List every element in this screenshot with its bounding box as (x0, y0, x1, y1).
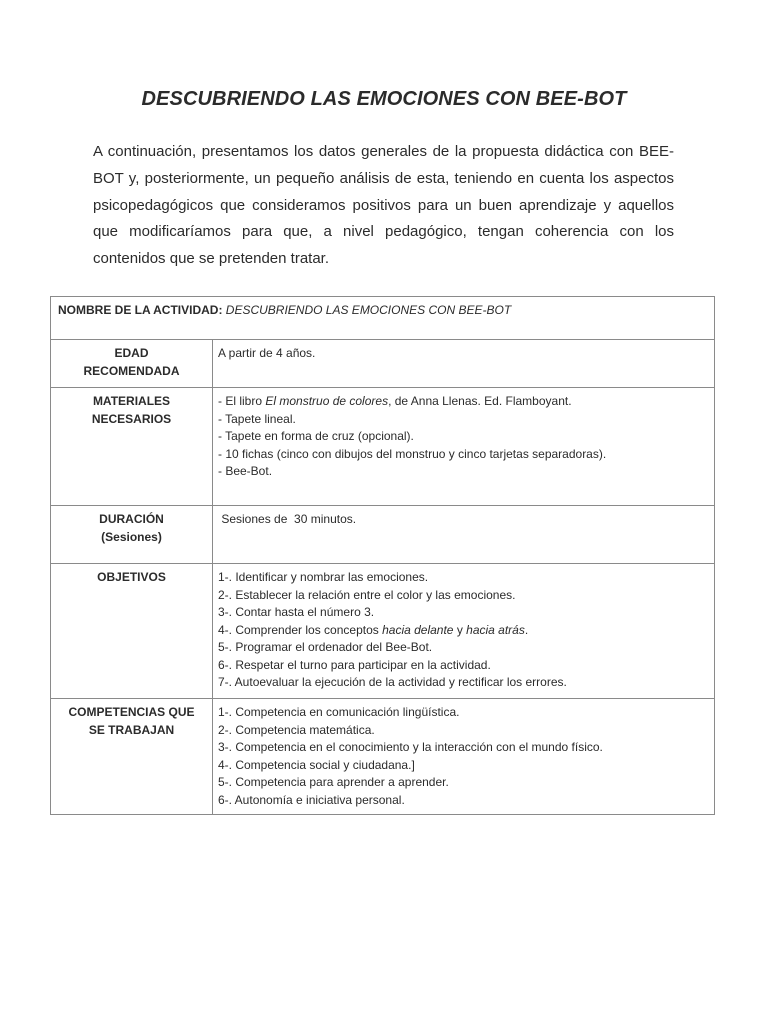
duracion-label-cell (51, 506, 213, 564)
competencias-value-cell (213, 699, 715, 815)
activity-name-value: DESCUBRIENDO LAS EMOCIONES CON BEE-BOT (225, 303, 512, 317)
competencias-label-cell (51, 699, 213, 815)
objetivo-item-4: 4-. Comprender los conceptos hacia delante y hacia atrás. (218, 622, 529, 637)
competencia-item-4: 4-. Competencia social y ciudadana.] (218, 757, 415, 772)
duracion-row (51, 506, 715, 564)
edad-row (51, 340, 715, 388)
objetivos-value-cell (213, 564, 715, 699)
materiales-item-3: - Tapete en forma de cruz (opcional). (218, 429, 414, 443)
objetivo-item-1: 1-. Identificar y nombrar las emociones. (218, 570, 429, 584)
competencia-item-2: 2-. Competencia matemática. (218, 722, 375, 737)
competencia-item-3: 3-. Competencia en el conocimiento y la interacción con el mundo físico. (218, 740, 603, 754)
activity-name-label: NOMBRE DE LA ACTIVIDAD: (58, 303, 223, 317)
objetivo-item-7: 7-. Autoevaluar la ejecución de la actividad y rectificar los errores. (218, 675, 567, 689)
objetivo-item-6: 6-. Respetar el turno para participar en la actividad. (218, 657, 491, 672)
materiales-value-cell (213, 388, 715, 506)
edad-label-cell (51, 340, 213, 388)
materiales-item-2: - Tapete lineal. (218, 411, 296, 426)
objetivos-label: OBJETIVOS (97, 570, 166, 584)
materiales-row (51, 388, 715, 506)
competencias-row (51, 699, 715, 815)
objetivo-item-3: 3-. Contar hasta el número 3. (218, 605, 375, 619)
intro-paragraph: A continuación, presentamos los datos generales de la propuesta didáctica con BEE-BOT y, posteriormente, un pequeño análisis de esta, teniendo en cuenta los aspectos psicopedagógicos que consideramos positivos para un buen aprendizaje y aquellos que modificaríamos para que, a nivel pedagógico, tengan coherencia con los contenidos que se pretenden tratar. (93, 143, 674, 268)
edad-label-line-1: EDAD (114, 346, 149, 360)
materiales-label-line-2: NECESARIOS (91, 411, 172, 426)
duracion-value-cell (213, 506, 715, 564)
materiales-item-1: - El libro El monstruo de colores, de Anna Llenas. Ed. Flamboyant. (218, 394, 572, 408)
competencias-label-line-1: COMPETENCIAS QUE (68, 705, 195, 719)
duracion-value: Sesiones de 30 minutos. (218, 512, 357, 526)
edad-value-cell (213, 340, 715, 388)
objetivo-item-2: 2-. Establecer la relación entre el color y las emociones. (218, 587, 516, 602)
objetivo-item-5: 5-. Programar el ordenador del Bee-Bot. (218, 640, 433, 654)
competencia-item-6: 6-. Autonomía e iniciativa personal. (218, 792, 405, 807)
competencia-item-5: 5-. Competencia para aprender a aprender. (218, 775, 449, 789)
materiales-item-4: - 10 fichas (cinco con dibujos del monstruo y cinco tarjetas separadoras). (218, 446, 607, 461)
competencia-item-1: 1-. Competencia en comunicación lingüística. (218, 705, 460, 719)
header-cell (51, 297, 715, 340)
objetivos-row (51, 564, 715, 699)
edad-label-line-2: RECOMENDADA (83, 363, 180, 378)
materiales-label-line-1: MATERIALES (92, 394, 171, 408)
activity-table (50, 296, 715, 815)
edad-value: A partir de 4 años. (218, 346, 316, 360)
duracion-label-line-1: DURACIÓN (99, 512, 164, 526)
page-title: DESCUBRIENDO LAS EMOCIONES CON BEE-BOT (141, 88, 627, 110)
materiales-label-cell (51, 388, 213, 506)
materiales-item-5: - Bee-Bot. (218, 464, 273, 478)
objetivos-label-cell (51, 564, 213, 699)
duracion-label-line-2: (Sesiones) (101, 529, 162, 544)
competencias-label-line-2: SE TRABAJAN (88, 722, 175, 737)
header-row (51, 297, 715, 340)
